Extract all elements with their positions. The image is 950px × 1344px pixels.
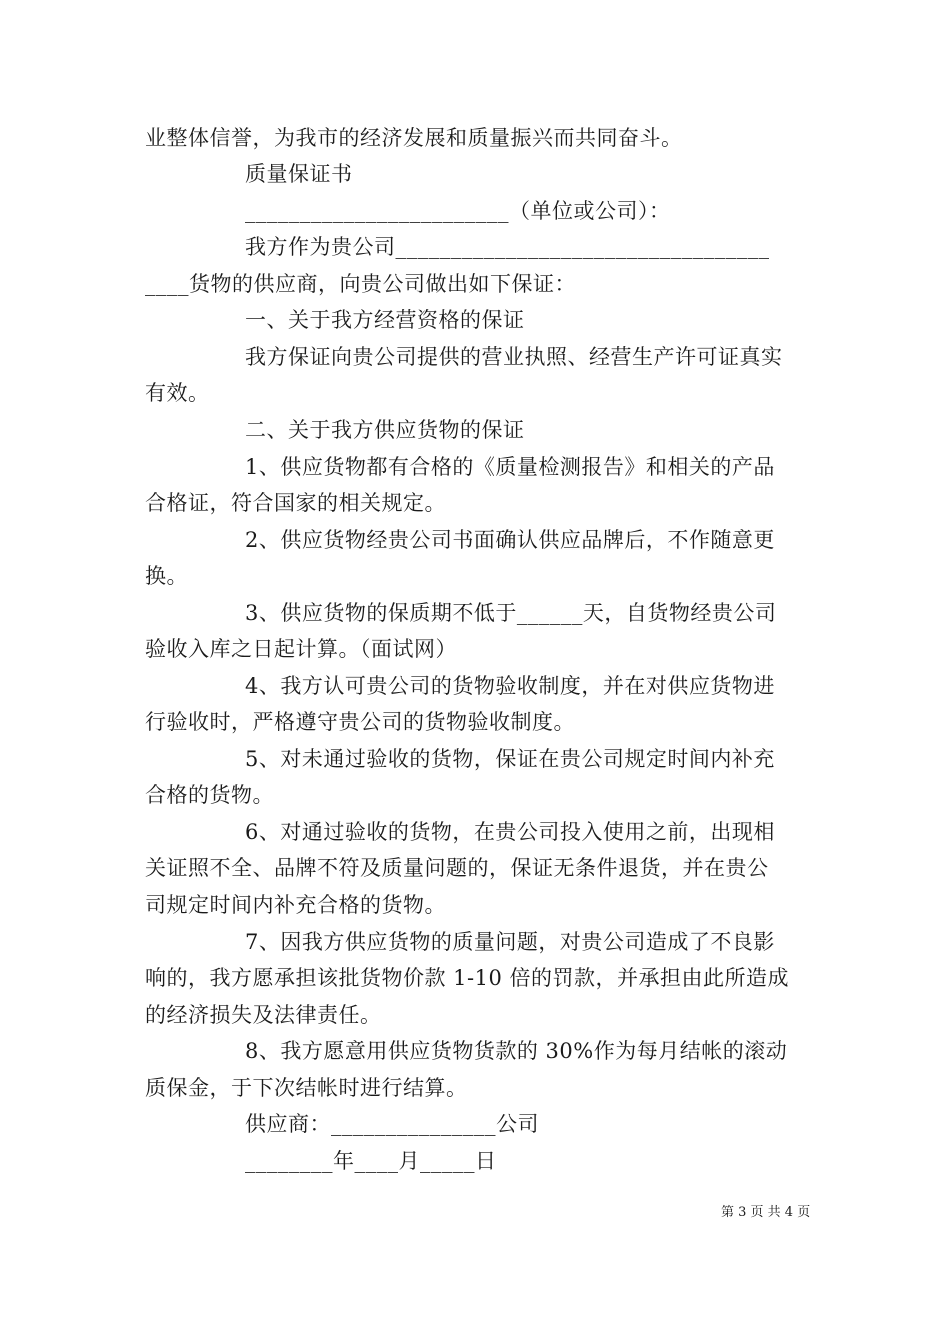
document-title: 质量保证书 — [245, 162, 353, 186]
text-line: 6、对通过验收的货物，在贵公司投入使用之前，出现相 — [245, 820, 775, 844]
text-line: 8、我方愿意用供应货物货款的 30%作为每月结帐的滚动 — [245, 1039, 788, 1063]
text-line: 2、供应货物经贵公司书面确认供应品牌后，不作随意更 — [245, 528, 775, 552]
text-line: 我方保证向贵公司提供的营业执照、经营生产许可证真实 — [245, 345, 783, 369]
text-line: 验收入库之日起计算。（面试网） — [145, 637, 457, 661]
text-line: 响的，我方愿承担该批货物价款 1-10 倍的罚款，并承担由此所造成 — [145, 966, 790, 990]
text-line: 7、因我方供应货物的质量问题，对贵公司造成了不良影 — [245, 930, 775, 954]
addressee-line: ________________________（单位或公司）： — [245, 199, 671, 223]
text-line: 5、对未通过验收的货物，保证在贵公司规定时间内补充 — [245, 747, 775, 771]
text-line: 的经济损失及法律责任。 — [145, 1003, 382, 1027]
text-line: 我方作为贵公司__________________________________ — [245, 235, 770, 259]
text-line: 合格的货物。 — [145, 783, 274, 807]
text-line: 合格证，符合国家的相关规定。 — [145, 491, 446, 515]
text-line: 有效。 — [145, 381, 210, 405]
page-number: 第 3 页 共 4 页 — [721, 1205, 811, 1220]
text-line: ____货物的供应商，向贵公司做出如下保证： — [145, 272, 576, 296]
date-line: ________年____月_____日 — [245, 1149, 497, 1173]
text-line: 1、供应货物都有合格的《质量检测报告》和相关的产品 — [245, 455, 775, 479]
section-heading: 二、关于我方供应货物的保证 — [245, 418, 525, 442]
text-line: 关证照不全、品牌不符及质量问题的，保证无条件退货，并在贵公 — [145, 856, 769, 880]
text-line: 3、供应货物的保质期不低于______天，自货物经贵公司 — [245, 601, 777, 625]
text-line: 司规定时间内补充合格的货物。 — [145, 893, 446, 917]
text-line: 行验收时，严格遵守贵公司的货物验收制度。 — [145, 710, 575, 734]
text-line: 业整体信誉，为我市的经济发展和质量振兴而共同奋斗。 — [145, 126, 683, 150]
text-line: 换。 — [145, 564, 188, 588]
text-line: 质保金，于下次结帐时进行结算。 — [145, 1076, 468, 1100]
text-line: 4、我方认可贵公司的货物验收制度，并在对供应货物进 — [245, 674, 775, 698]
section-heading: 一、关于我方经营资格的保证 — [245, 308, 525, 332]
supplier-signature-line: 供应商：_______________公司 — [245, 1112, 539, 1136]
